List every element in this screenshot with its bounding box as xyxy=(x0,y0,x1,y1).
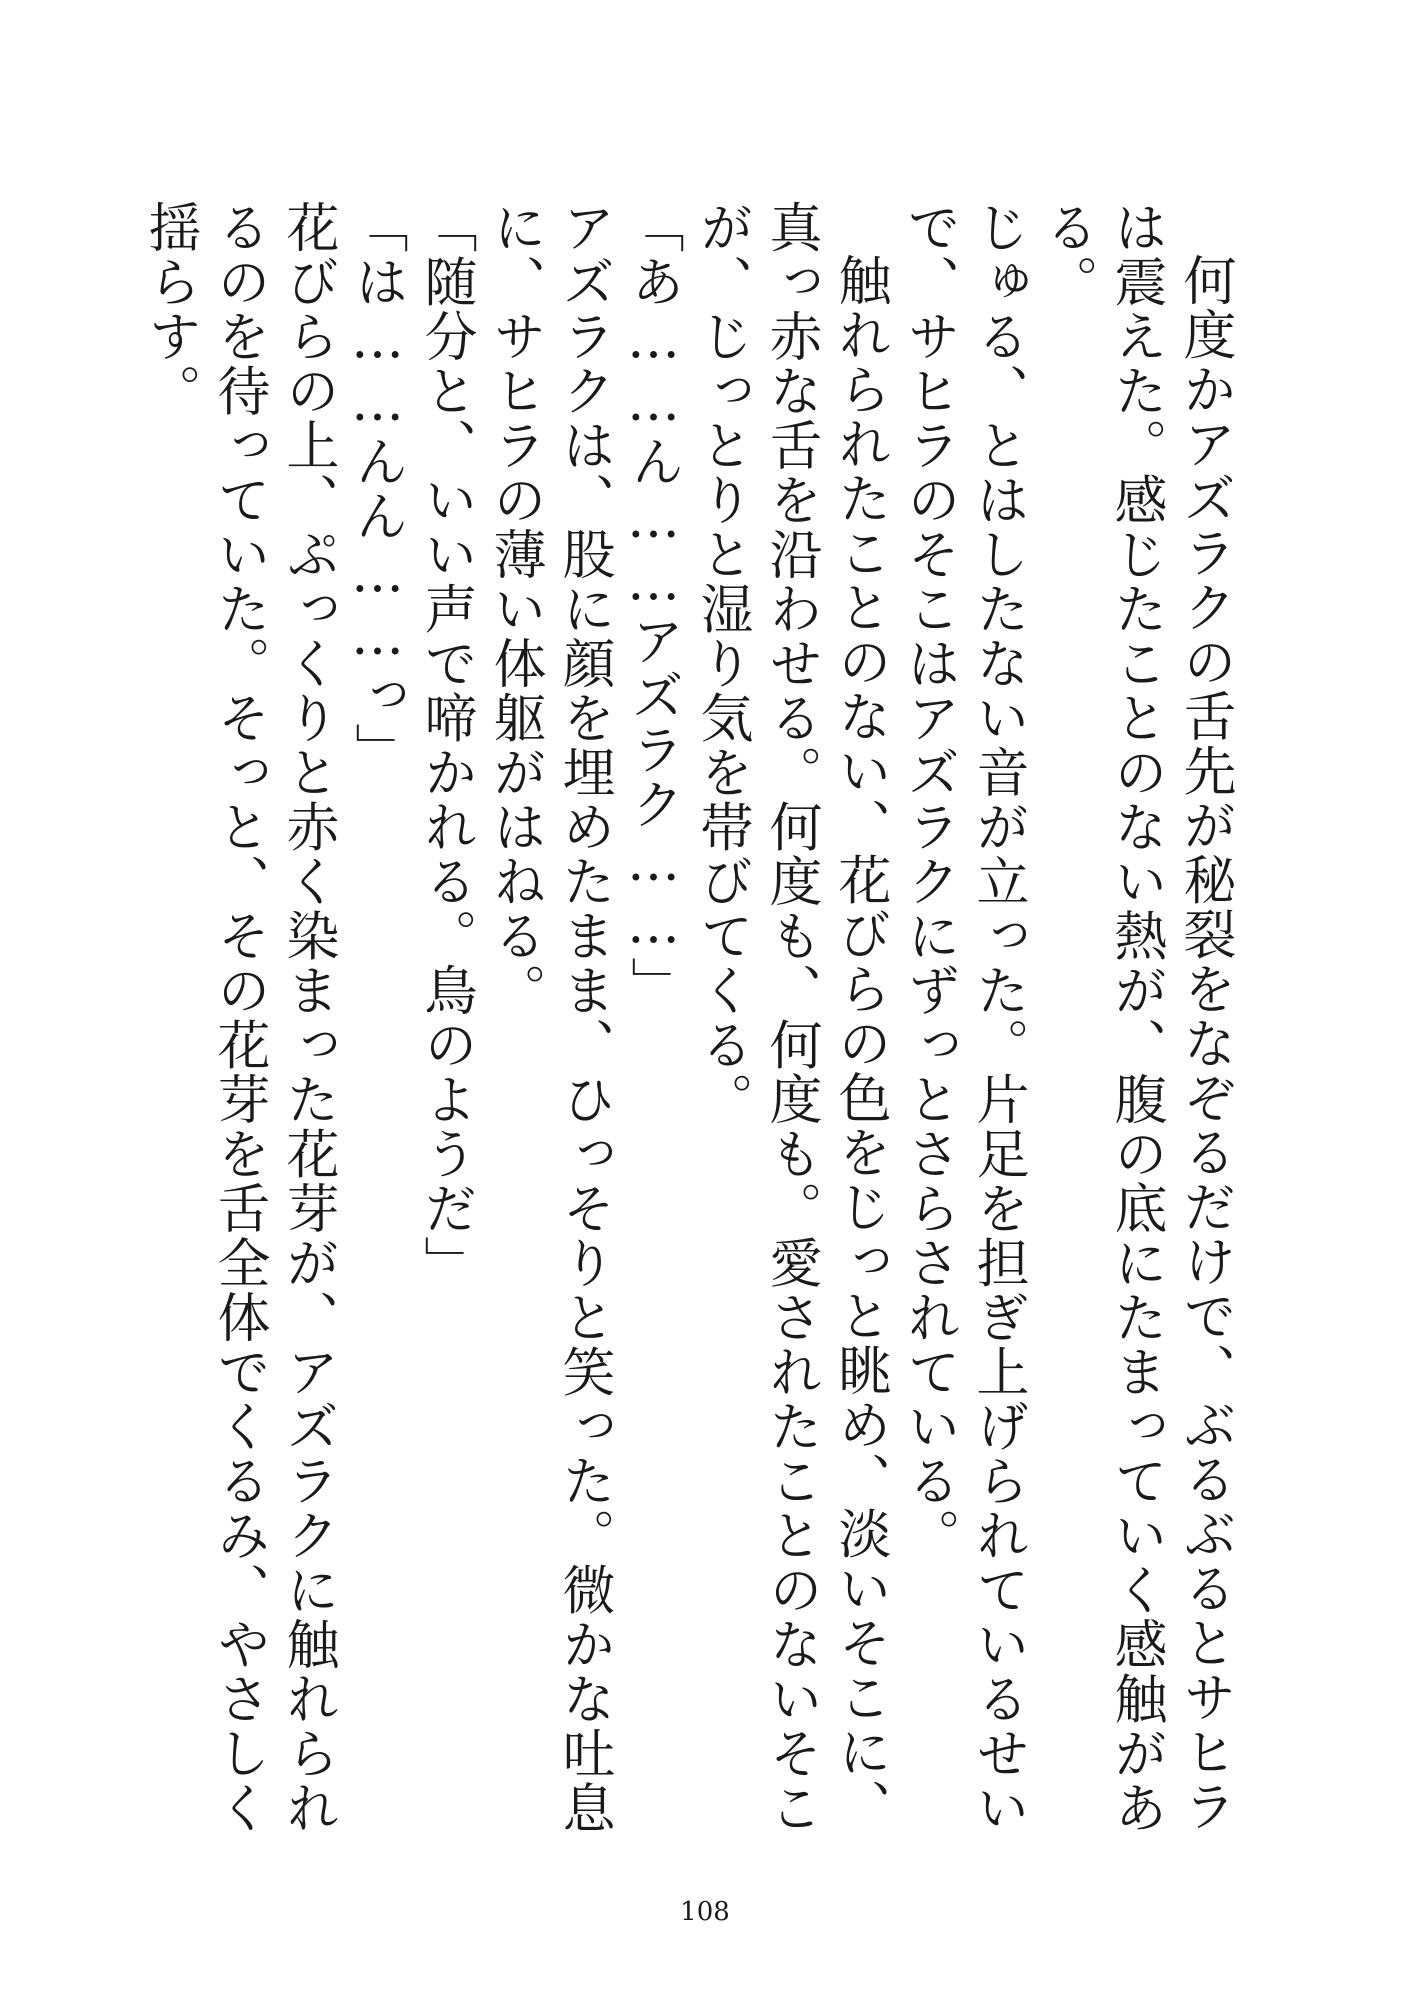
paragraph-5: 花びらの上、ぷっくりと赤く染まった花芽が、アズラクに触れられるのを待っていた。そっと、その花芽を舌全体でくるみ、やさしく揺らす。 xyxy=(140,200,339,1835)
paragraph-4: アズラクは、股に顔を埋めたまま、ひっそりと笑った。微かな吐息に、サヒラの薄い体躯がはねる。 xyxy=(485,200,615,1835)
paragraph-1: 何度かアズラクの舌先が秘裂をなぞるだけで、ぶるぶるとサヒラは震えた。感じたことのない熱が、腹の底にたまっていく感触がある。 xyxy=(1037,200,1236,1835)
dialogue-line-1: 「あ……ん……アズラク……」 xyxy=(623,200,684,1011)
paragraph-2: じゅる、とはしたない音が立った。片足を担ぎ上げられているせいで、サヒラのそこはアズラクにずっとさらされている。 xyxy=(899,200,1029,1835)
dialogue-line-3: 「は……んん……っ」 xyxy=(347,200,408,777)
dialogue-line-2: 「随分と、いい声で啼かれる。鳥のようだ」 xyxy=(416,200,477,1290)
paragraph-3: 触れられたことのない、花びらの色をじっと眺め、淡いそこに、真っ赤な舌を沿わせる。何度も、何度も。愛されたことのないそこが、じっとりと湿り気を帯びてくる。 xyxy=(692,200,891,1835)
vertical-text-body xyxy=(140,200,1240,1860)
page-number: 108 xyxy=(680,1897,730,1927)
